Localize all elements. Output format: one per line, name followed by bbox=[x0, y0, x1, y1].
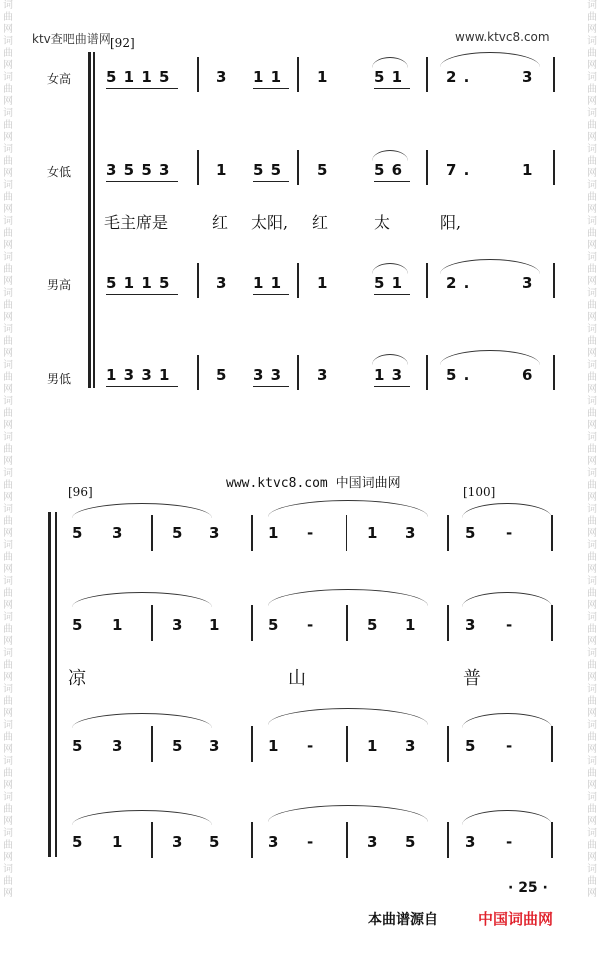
slur bbox=[462, 810, 552, 825]
slur bbox=[372, 57, 408, 68]
barline bbox=[553, 355, 555, 390]
note: 3 bbox=[465, 833, 477, 851]
center-watermark: www.ktvc8.com 中国词曲网 bbox=[226, 476, 401, 491]
note: 5 bbox=[209, 833, 221, 851]
lyric: 红 bbox=[212, 213, 229, 232]
barline bbox=[447, 726, 449, 762]
note: - bbox=[506, 833, 514, 851]
slur bbox=[440, 52, 540, 67]
barline bbox=[447, 515, 449, 551]
note: 3 bbox=[172, 616, 184, 634]
lyric: 太阳, bbox=[251, 213, 289, 232]
header-right-text: www.ktvc8.com bbox=[455, 30, 550, 44]
note: 6 bbox=[522, 366, 534, 384]
note: 1 bbox=[405, 616, 417, 634]
note: 3 bbox=[172, 833, 184, 851]
slur bbox=[462, 713, 552, 728]
note: 1 bbox=[522, 161, 534, 179]
note: 5 bbox=[72, 616, 84, 634]
note: - bbox=[307, 833, 315, 851]
note-group: 5 . bbox=[446, 366, 471, 384]
note: 1 bbox=[367, 737, 379, 755]
barline bbox=[251, 605, 253, 641]
barline bbox=[197, 263, 199, 298]
note: - bbox=[307, 524, 315, 542]
slur bbox=[268, 805, 428, 822]
note: 5 bbox=[172, 524, 184, 542]
slur bbox=[72, 810, 212, 825]
lyric: 红 bbox=[312, 213, 329, 232]
system1-bracket bbox=[88, 52, 91, 388]
underline-beam bbox=[106, 181, 178, 182]
barline bbox=[251, 822, 253, 858]
footer-source-label: 本曲谱源自 bbox=[368, 912, 438, 928]
note-group: 5 1 bbox=[374, 68, 404, 86]
note: - bbox=[506, 524, 514, 542]
note: 1 bbox=[112, 616, 124, 634]
barline bbox=[251, 726, 253, 762]
part-label-tenor: 男高 bbox=[47, 278, 72, 292]
note-group: 5 1 1 5 bbox=[106, 68, 171, 86]
barline bbox=[346, 822, 348, 858]
slur bbox=[268, 708, 428, 725]
barline bbox=[551, 515, 553, 551]
barline bbox=[297, 355, 299, 390]
note: 1 bbox=[268, 524, 280, 542]
underline-beam bbox=[374, 386, 410, 387]
footer-brand-link[interactable]: 中国词曲网 bbox=[478, 910, 554, 928]
note: 3 bbox=[268, 833, 280, 851]
note: 3 bbox=[465, 616, 477, 634]
note: 3 bbox=[522, 68, 534, 86]
note: - bbox=[307, 616, 315, 634]
slur bbox=[372, 354, 408, 365]
slur bbox=[372, 263, 408, 274]
slur bbox=[72, 713, 212, 728]
note: 5 bbox=[72, 524, 84, 542]
note-group: 1 3 3 1 bbox=[106, 366, 171, 384]
header-left-text: ktv查吧曲谱网 bbox=[32, 32, 111, 46]
barline bbox=[346, 605, 348, 641]
barline bbox=[346, 726, 348, 762]
underline-beam bbox=[253, 386, 289, 387]
note: - bbox=[506, 737, 514, 755]
lyric: 凉 bbox=[68, 668, 86, 689]
note: 1 bbox=[317, 68, 329, 86]
note: 3 bbox=[112, 737, 124, 755]
barline bbox=[426, 57, 428, 92]
left-watermark: 词曲网词曲网词曲网词曲网词曲网词曲网词曲网词曲网词曲网词曲网词曲网词曲网词曲网词曲网词曲网词曲网词曲网词曲网词曲网词曲网词曲网词曲网词曲网词曲网词曲网 bbox=[3, 0, 13, 899]
note: - bbox=[307, 737, 315, 755]
slur bbox=[72, 592, 212, 607]
note-group: 1 1 bbox=[253, 274, 283, 292]
barline bbox=[447, 822, 449, 858]
note: 3 bbox=[522, 274, 534, 292]
barline bbox=[197, 355, 199, 390]
note-group: 5 1 bbox=[374, 274, 404, 292]
note: 5 bbox=[72, 737, 84, 755]
note: 3 bbox=[367, 833, 379, 851]
note: 5 bbox=[216, 366, 228, 384]
note-group: 2 . bbox=[446, 68, 471, 86]
page-number: · 25 · bbox=[508, 880, 548, 896]
barline bbox=[553, 57, 555, 92]
note-group: 3 3 bbox=[253, 366, 283, 384]
barline bbox=[197, 150, 199, 185]
note-group: 3 5 5 3 bbox=[106, 161, 171, 179]
system1-bracket-inner bbox=[93, 52, 95, 388]
measure-marker-96: [96] bbox=[68, 485, 93, 499]
note-group: 2 . bbox=[446, 274, 471, 292]
note: 5 bbox=[465, 524, 477, 542]
barline bbox=[551, 726, 553, 762]
note: 3 bbox=[405, 524, 417, 542]
slur bbox=[268, 500, 428, 517]
note-group: 5 6 bbox=[374, 161, 404, 179]
note: 1 bbox=[367, 524, 379, 542]
note: 5 bbox=[317, 161, 329, 179]
part-label-soprano: 女高 bbox=[47, 72, 72, 86]
barline bbox=[297, 57, 299, 92]
barline bbox=[426, 150, 428, 185]
barline bbox=[197, 57, 199, 92]
note: 5 bbox=[172, 737, 184, 755]
barline-dotted bbox=[346, 515, 347, 551]
note-group: 1 1 bbox=[253, 68, 283, 86]
barline bbox=[151, 822, 153, 858]
slur bbox=[440, 350, 540, 365]
barline bbox=[151, 515, 153, 551]
lyric: 山 bbox=[288, 668, 306, 689]
note-group: 5 5 bbox=[253, 161, 283, 179]
note: 3 bbox=[216, 274, 228, 292]
underline-beam bbox=[106, 386, 178, 387]
note: 3 bbox=[317, 366, 329, 384]
measure-marker-92: [92] bbox=[110, 36, 135, 50]
barline bbox=[426, 263, 428, 298]
note: 5 bbox=[268, 616, 280, 634]
underline-beam bbox=[253, 88, 289, 89]
note-group: 1 3 bbox=[374, 366, 404, 384]
barline bbox=[447, 605, 449, 641]
note-group: 7 . bbox=[446, 161, 471, 179]
note: - bbox=[506, 616, 514, 634]
system2-bracket-inner bbox=[55, 512, 57, 857]
part-label-alto: 女低 bbox=[47, 165, 72, 179]
lyric: 太 bbox=[374, 213, 391, 232]
note: 5 bbox=[367, 616, 379, 634]
underline-beam bbox=[106, 88, 178, 89]
note: 1 bbox=[216, 161, 228, 179]
underline-beam bbox=[253, 294, 289, 295]
slur bbox=[268, 589, 428, 606]
barline bbox=[553, 263, 555, 298]
underline-beam bbox=[374, 88, 410, 89]
slur bbox=[72, 503, 212, 518]
barline bbox=[426, 355, 428, 390]
note: 5 bbox=[72, 833, 84, 851]
note: 3 bbox=[209, 737, 221, 755]
barline bbox=[551, 822, 553, 858]
note: 1 bbox=[317, 274, 329, 292]
note: 3 bbox=[112, 524, 124, 542]
lyric: 阳, bbox=[440, 213, 462, 232]
note-group: 5 1 1 5 bbox=[106, 274, 171, 292]
underline-beam bbox=[374, 181, 410, 182]
note: 3 bbox=[209, 524, 221, 542]
system2-bracket bbox=[48, 512, 51, 857]
note: 1 bbox=[209, 616, 221, 634]
note: 1 bbox=[112, 833, 124, 851]
lyric: 毛主席是 bbox=[104, 213, 169, 232]
lyric: 普 bbox=[463, 668, 481, 689]
slur bbox=[462, 503, 552, 518]
note: 3 bbox=[216, 68, 228, 86]
slur bbox=[462, 592, 552, 607]
note: 5 bbox=[405, 833, 417, 851]
barline bbox=[151, 726, 153, 762]
underline-beam bbox=[253, 181, 289, 182]
barline bbox=[553, 150, 555, 185]
right-watermark: 词曲网词曲网词曲网词曲网词曲网词曲网词曲网词曲网词曲网词曲网词曲网词曲网词曲网词曲网词曲网词曲网词曲网词曲网词曲网词曲网词曲网词曲网词曲网词曲网词曲网 bbox=[587, 0, 597, 899]
barline bbox=[297, 263, 299, 298]
slur bbox=[440, 259, 540, 274]
barline bbox=[297, 150, 299, 185]
note: 3 bbox=[405, 737, 417, 755]
barline bbox=[151, 605, 153, 641]
barline bbox=[251, 515, 253, 551]
slur bbox=[372, 150, 408, 161]
measure-marker-100: [100] bbox=[463, 485, 496, 499]
underline-beam bbox=[106, 294, 178, 295]
underline-beam bbox=[374, 294, 410, 295]
part-label-bass: 男低 bbox=[47, 372, 72, 386]
note: 1 bbox=[268, 737, 280, 755]
note: 5 bbox=[465, 737, 477, 755]
barline bbox=[551, 605, 553, 641]
